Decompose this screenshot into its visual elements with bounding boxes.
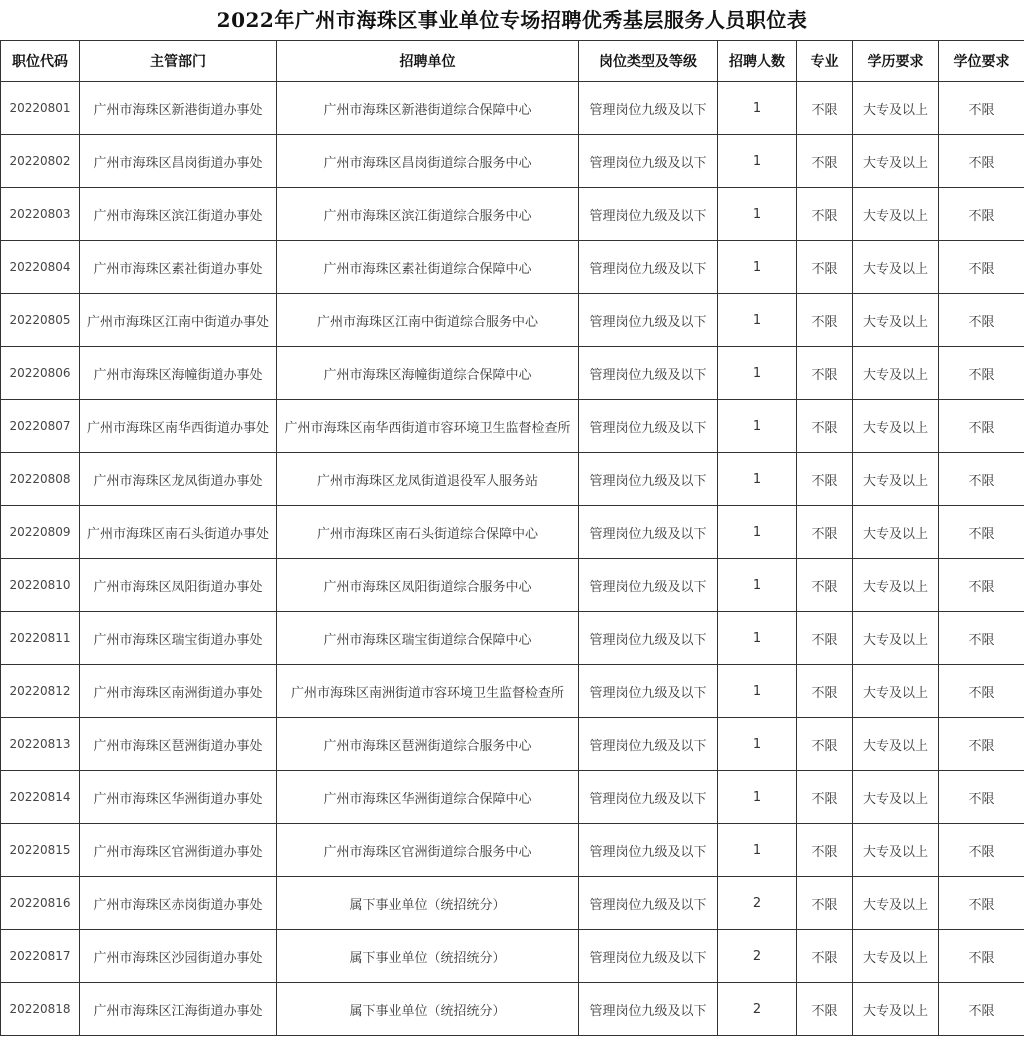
table-row: [1, 983, 1024, 1036]
cell-count: 1: [718, 612, 797, 665]
cell-edu: 大专及以上: [853, 612, 939, 665]
cell-count: 1: [718, 241, 797, 294]
cell-edu: 大专及以上: [853, 665, 939, 718]
cell-count: 1: [718, 824, 797, 877]
cell-dept: 广州市海珠区海幢街道办事处: [80, 347, 277, 400]
cell-dept: 广州市海珠区滨江街道办事处: [80, 188, 277, 241]
cell-degree: 不限: [939, 347, 1024, 400]
cell-grade: 管理岗位九级及以下: [579, 665, 718, 718]
cell-count: 2: [718, 983, 797, 1036]
cell-count: 1: [718, 718, 797, 771]
cell-code: 20220807: [1, 400, 80, 453]
cell-code: 20220804: [1, 241, 80, 294]
col-header-grade: 岗位类型及等级: [579, 41, 718, 82]
cell-code: 20220815: [1, 824, 80, 877]
cell-count: 2: [718, 930, 797, 983]
cell-degree: 不限: [939, 771, 1024, 824]
cell-degree: 不限: [939, 718, 1024, 771]
cell-unit: 广州市海珠区龙凤街道退役军人服务站: [277, 453, 579, 506]
cell-code: 20220814: [1, 771, 80, 824]
table-row: [1, 294, 1024, 347]
cell-grade: 管理岗位九级及以下: [579, 877, 718, 930]
cell-major: 不限: [797, 294, 853, 347]
cell-grade: 管理岗位九级及以下: [579, 400, 718, 453]
cell-major: 不限: [797, 453, 853, 506]
cell-unit: 广州市海珠区海幢街道综合保障中心: [277, 347, 579, 400]
cell-count: 1: [718, 665, 797, 718]
cell-edu: 大专及以上: [853, 135, 939, 188]
cell-count: 1: [718, 506, 797, 559]
cell-code: 20220811: [1, 612, 80, 665]
cell-code: 20220810: [1, 559, 80, 612]
cell-code: 20220809: [1, 506, 80, 559]
cell-code: 20220816: [1, 877, 80, 930]
cell-edu: 大专及以上: [853, 188, 939, 241]
cell-edu: 大专及以上: [853, 718, 939, 771]
cell-major: 不限: [797, 135, 853, 188]
cell-unit: 广州市海珠区南华西街道市容环境卫生监督检查所: [277, 400, 579, 453]
table-row: [1, 877, 1024, 930]
cell-dept: 广州市海珠区沙园街道办事处: [80, 930, 277, 983]
cell-major: 不限: [797, 241, 853, 294]
cell-degree: 不限: [939, 983, 1024, 1036]
table-row: [1, 241, 1024, 294]
cell-dept: 广州市海珠区龙凤街道办事处: [80, 453, 277, 506]
cell-count: 1: [718, 453, 797, 506]
table-row: [1, 612, 1024, 665]
cell-count: 1: [718, 82, 797, 135]
cell-dept: 广州市海珠区南华西街道办事处: [80, 400, 277, 453]
cell-major: 不限: [797, 506, 853, 559]
cell-unit: 广州市海珠区华洲街道综合保障中心: [277, 771, 579, 824]
cell-unit: 广州市海珠区南石头街道综合保障中心: [277, 506, 579, 559]
cell-degree: 不限: [939, 877, 1024, 930]
table-row: [1, 718, 1024, 771]
cell-dept: 广州市海珠区凤阳街道办事处: [80, 559, 277, 612]
cell-edu: 大专及以上: [853, 771, 939, 824]
cell-dept: 广州市海珠区南石头街道办事处: [80, 506, 277, 559]
cell-dept: 广州市海珠区华洲街道办事处: [80, 771, 277, 824]
table-row: [1, 559, 1024, 612]
cell-code: 20220812: [1, 665, 80, 718]
cell-count: 1: [718, 294, 797, 347]
cell-grade: 管理岗位九级及以下: [579, 453, 718, 506]
cell-edu: 大专及以上: [853, 347, 939, 400]
table-row: [1, 771, 1024, 824]
cell-major: 不限: [797, 718, 853, 771]
cell-edu: 大专及以上: [853, 824, 939, 877]
table-row: [1, 135, 1024, 188]
table-row: [1, 824, 1024, 877]
col-header-code: 职位代码: [1, 41, 80, 82]
cell-grade: 管理岗位九级及以下: [579, 347, 718, 400]
cell-grade: 管理岗位九级及以下: [579, 188, 718, 241]
table-row: [1, 453, 1024, 506]
cell-dept: 广州市海珠区新港街道办事处: [80, 82, 277, 135]
cell-dept: 广州市海珠区瑞宝街道办事处: [80, 612, 277, 665]
cell-dept: 广州市海珠区南洲街道办事处: [80, 665, 277, 718]
cell-unit: 广州市海珠区昌岗街道综合服务中心: [277, 135, 579, 188]
cell-edu: 大专及以上: [853, 241, 939, 294]
cell-degree: 不限: [939, 241, 1024, 294]
cell-code: 20220817: [1, 930, 80, 983]
table-row: [1, 400, 1024, 453]
cell-major: 不限: [797, 930, 853, 983]
cell-edu: 大专及以上: [853, 877, 939, 930]
cell-count: 2: [718, 877, 797, 930]
cell-code: 20220802: [1, 135, 80, 188]
cell-unit: 属下事业单位（统招统分）: [277, 983, 579, 1036]
cell-major: 不限: [797, 347, 853, 400]
cell-dept: 广州市海珠区江南中街道办事处: [80, 294, 277, 347]
cell-unit: 广州市海珠区凤阳街道综合服务中心: [277, 559, 579, 612]
cell-edu: 大专及以上: [853, 400, 939, 453]
cell-unit: 广州市海珠区官洲街道综合服务中心: [277, 824, 579, 877]
cell-code: 20220805: [1, 294, 80, 347]
cell-degree: 不限: [939, 559, 1024, 612]
cell-unit: 广州市海珠区滨江街道综合服务中心: [277, 188, 579, 241]
cell-code: 20220808: [1, 453, 80, 506]
cell-degree: 不限: [939, 135, 1024, 188]
cell-major: 不限: [797, 82, 853, 135]
cell-code: 20220818: [1, 983, 80, 1036]
cell-code: 20220801: [1, 82, 80, 135]
cell-count: 1: [718, 188, 797, 241]
cell-edu: 大专及以上: [853, 983, 939, 1036]
cell-degree: 不限: [939, 612, 1024, 665]
cell-major: 不限: [797, 665, 853, 718]
cell-unit: 属下事业单位（统招统分）: [277, 930, 579, 983]
cell-degree: 不限: [939, 824, 1024, 877]
col-header-unit: 招聘单位: [277, 41, 579, 82]
page-title: 2022年广州市海珠区事业单位专场招聘优秀基层服务人员职位表: [216, 8, 808, 32]
cell-dept: 广州市海珠区素社街道办事处: [80, 241, 277, 294]
cell-grade: 管理岗位九级及以下: [579, 506, 718, 559]
table-row: [1, 506, 1024, 559]
cell-dept: 广州市海珠区赤岗街道办事处: [80, 877, 277, 930]
cell-edu: 大专及以上: [853, 559, 939, 612]
cell-edu: 大专及以上: [853, 453, 939, 506]
cell-edu: 大专及以上: [853, 506, 939, 559]
cell-degree: 不限: [939, 930, 1024, 983]
cell-dept: 广州市海珠区琶洲街道办事处: [80, 718, 277, 771]
cell-major: 不限: [797, 824, 853, 877]
cell-degree: 不限: [939, 188, 1024, 241]
cell-degree: 不限: [939, 665, 1024, 718]
cell-major: 不限: [797, 188, 853, 241]
cell-major: 不限: [797, 559, 853, 612]
cell-unit: 属下事业单位（统招统分）: [277, 877, 579, 930]
cell-degree: 不限: [939, 453, 1024, 506]
cell-count: 1: [718, 400, 797, 453]
col-header-dept: 主管部门: [80, 41, 277, 82]
cell-major: 不限: [797, 612, 853, 665]
col-header-edu: 学历要求: [853, 41, 939, 82]
cell-major: 不限: [797, 877, 853, 930]
cell-dept: 广州市海珠区江海街道办事处: [80, 983, 277, 1036]
cell-grade: 管理岗位九级及以下: [579, 771, 718, 824]
col-header-count: 招聘人数: [718, 41, 797, 82]
positions-table: [0, 40, 1024, 1036]
table-row: [1, 82, 1024, 135]
cell-edu: 大专及以上: [853, 930, 939, 983]
cell-unit: 广州市海珠区江南中街道综合服务中心: [277, 294, 579, 347]
cell-major: 不限: [797, 400, 853, 453]
cell-edu: 大专及以上: [853, 294, 939, 347]
table-row: [1, 930, 1024, 983]
cell-grade: 管理岗位九级及以下: [579, 294, 718, 347]
cell-degree: 不限: [939, 400, 1024, 453]
cell-code: 20220813: [1, 718, 80, 771]
table-row: [1, 347, 1024, 400]
cell-unit: 广州市海珠区素社街道综合保障中心: [277, 241, 579, 294]
cell-count: 1: [718, 559, 797, 612]
cell-degree: 不限: [939, 82, 1024, 135]
col-header-degree: 学位要求: [939, 41, 1024, 82]
cell-grade: 管理岗位九级及以下: [579, 241, 718, 294]
cell-grade: 管理岗位九级及以下: [579, 135, 718, 188]
cell-grade: 管理岗位九级及以下: [579, 559, 718, 612]
col-header-major: 专业: [797, 41, 853, 82]
cell-count: 1: [718, 771, 797, 824]
cell-grade: 管理岗位九级及以下: [579, 612, 718, 665]
cell-code: 20220806: [1, 347, 80, 400]
cell-edu: 大专及以上: [853, 82, 939, 135]
cell-degree: 不限: [939, 506, 1024, 559]
cell-grade: 管理岗位九级及以下: [579, 82, 718, 135]
cell-degree: 不限: [939, 294, 1024, 347]
cell-grade: 管理岗位九级及以下: [579, 930, 718, 983]
cell-dept: 广州市海珠区官洲街道办事处: [80, 824, 277, 877]
cell-major: 不限: [797, 983, 853, 1036]
cell-count: 1: [718, 135, 797, 188]
cell-unit: 广州市海珠区琶洲街道综合服务中心: [277, 718, 579, 771]
cell-code: 20220803: [1, 188, 80, 241]
cell-grade: 管理岗位九级及以下: [579, 718, 718, 771]
cell-grade: 管理岗位九级及以下: [579, 983, 718, 1036]
cell-major: 不限: [797, 771, 853, 824]
cell-unit: 广州市海珠区瑞宝街道综合保障中心: [277, 612, 579, 665]
cell-unit: 广州市海珠区南洲街道市容环境卫生监督检查所: [277, 665, 579, 718]
cell-dept: 广州市海珠区昌岗街道办事处: [80, 135, 277, 188]
table-row: [1, 188, 1024, 241]
cell-count: 1: [718, 347, 797, 400]
table-row: [1, 665, 1024, 718]
table-header-row: [1, 41, 1024, 82]
cell-grade: 管理岗位九级及以下: [579, 824, 718, 877]
cell-unit: 广州市海珠区新港街道综合保障中心: [277, 82, 579, 135]
